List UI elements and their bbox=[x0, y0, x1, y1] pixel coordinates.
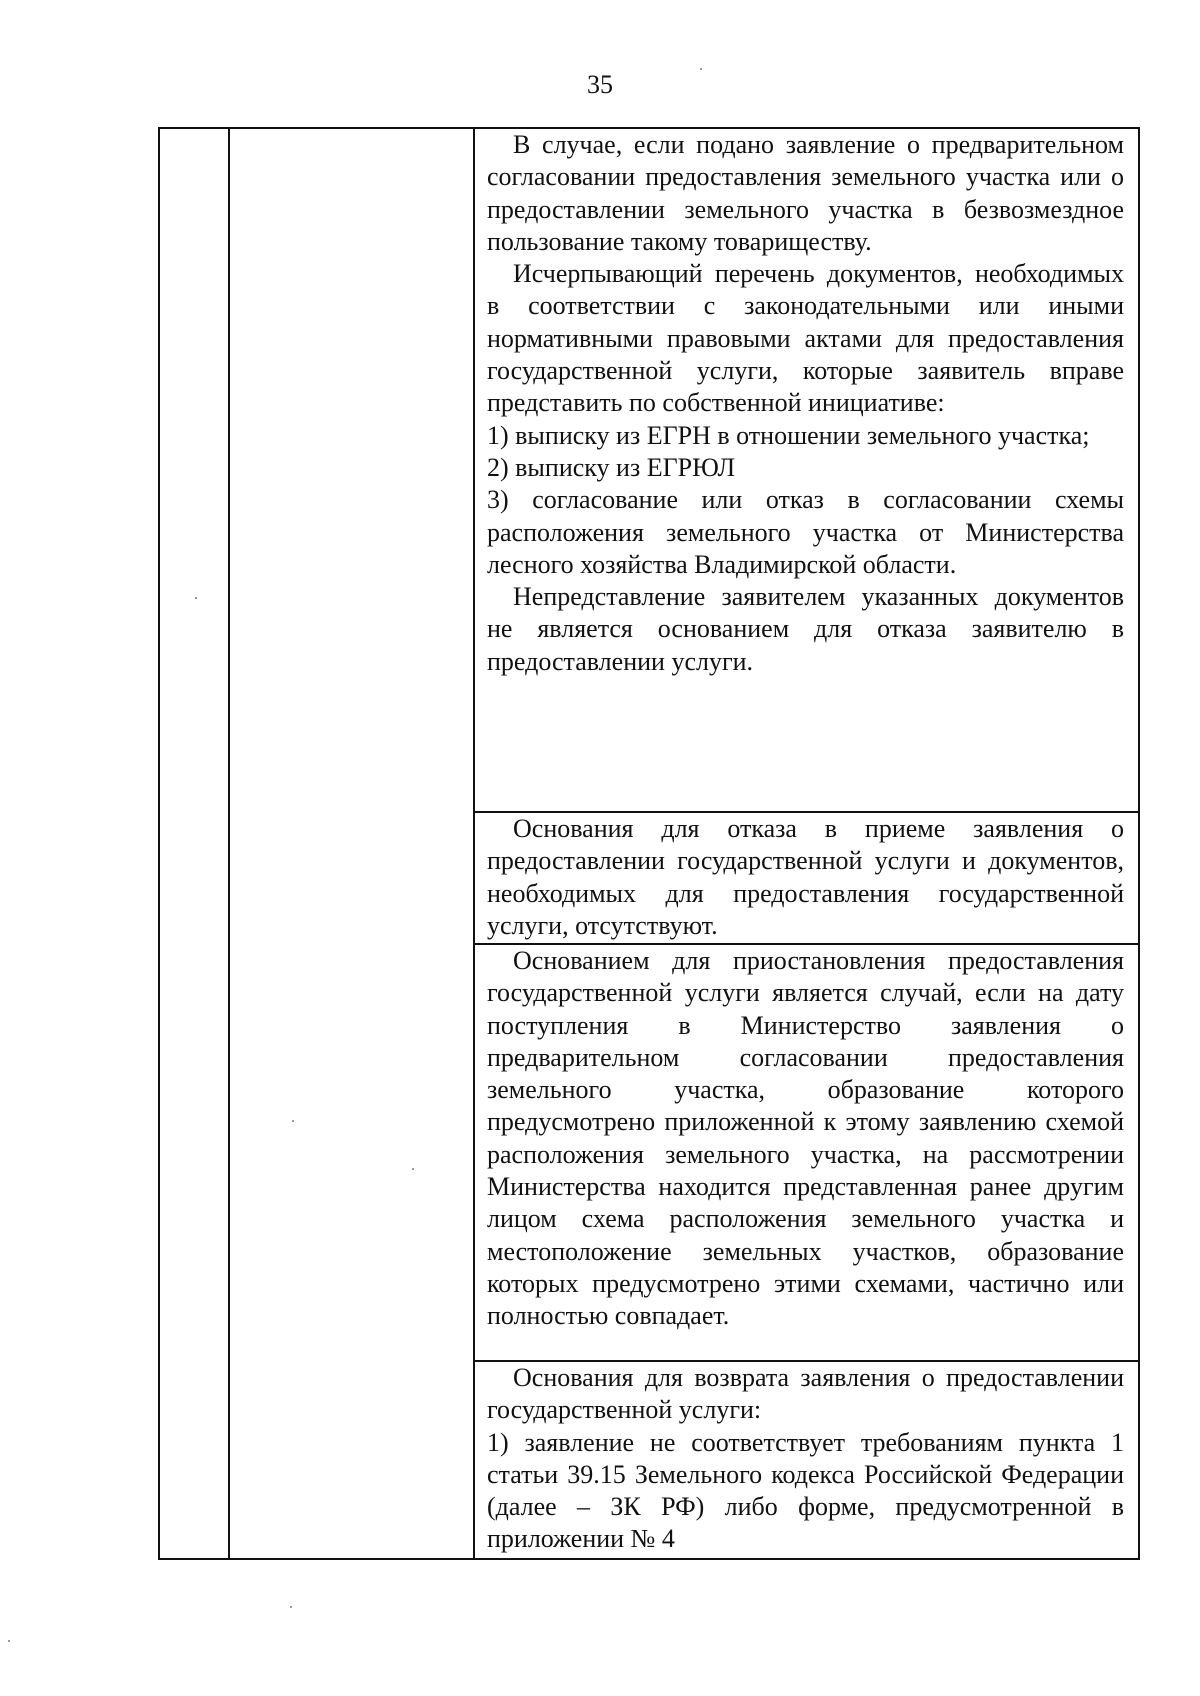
paragraph: В случае, если подано заявление о предварительном согласовании предоставления земельного участка или о предоставлении земельного участка в безвозмездное пользование такому товариществу. bbox=[487, 130, 1124, 256]
scan-speck bbox=[195, 597, 197, 599]
table-cell-documents bbox=[475, 129, 1138, 813]
table-cell-return-grounds bbox=[475, 1362, 1138, 1558]
page-number: 35 bbox=[587, 70, 613, 99]
table-cell-refusal-grounds bbox=[475, 813, 1138, 945]
paragraph: Непредставление заявителем указанных документов не является основанием для отказа заявителю в предоставлении услуги. bbox=[487, 582, 1124, 676]
scan-speck bbox=[700, 68, 702, 70]
scan-speck bbox=[412, 1168, 414, 1170]
paragraph: Основанием для приостановления предоставления государственной услуги является случай, если на дату поступления в Министерство заявления о предварительном согласовании предоставления земельного участка, образование которого предусмотрено приложенной к этому заявлению схемой расположения земельного участка, на рассмотрении Министерства находится представленная ранее другим лицом схема расположения земельного участка и местоположение земельных участков, образование которых предусмотрено этими схемами, частично или полностью совпадает. bbox=[487, 946, 1124, 1331]
table-cell-suspension-grounds bbox=[475, 945, 1138, 1362]
list-item: 2) выписку из ЕГРЮЛ bbox=[487, 452, 736, 482]
list-item: 3) согласование или отказ в согласовании схемы расположения земельного участка от Министерства лесного хозяйства Владимирской области. bbox=[487, 485, 1124, 579]
paragraph: Основания для возврата заявления о предоставлении государственной услуги: bbox=[487, 1363, 1124, 1425]
column-divider bbox=[228, 129, 230, 1558]
scan-speck bbox=[290, 1606, 292, 1608]
scan-speck bbox=[292, 1120, 294, 1122]
list-item: 1) заявление не соответствует требованиям пункта 1 статьи 39.15 Земельного кодекса Российской Федерации (далее – ЗК РФ) либо форме, предусмотренной в приложении № 4 bbox=[487, 1427, 1124, 1554]
scan-speck bbox=[8, 1640, 10, 1642]
paragraph: Основания для отказа в приеме заявления о предоставлении государственной услуги и документов, необходимых для предоставления государственной услуги, отсутствуют. bbox=[487, 814, 1124, 940]
paragraph: Исчерпывающий перечень документов, необходимых в соответствии с законодательными или иными нормативными правовыми актами для предоставления государственной услуги, которые заявитель вправе представить по собственной инициативе: bbox=[487, 259, 1124, 418]
document-table bbox=[158, 127, 1140, 1560]
list-item: 1) выписку из ЕГРН в отношении земельного участка; bbox=[487, 420, 1090, 450]
